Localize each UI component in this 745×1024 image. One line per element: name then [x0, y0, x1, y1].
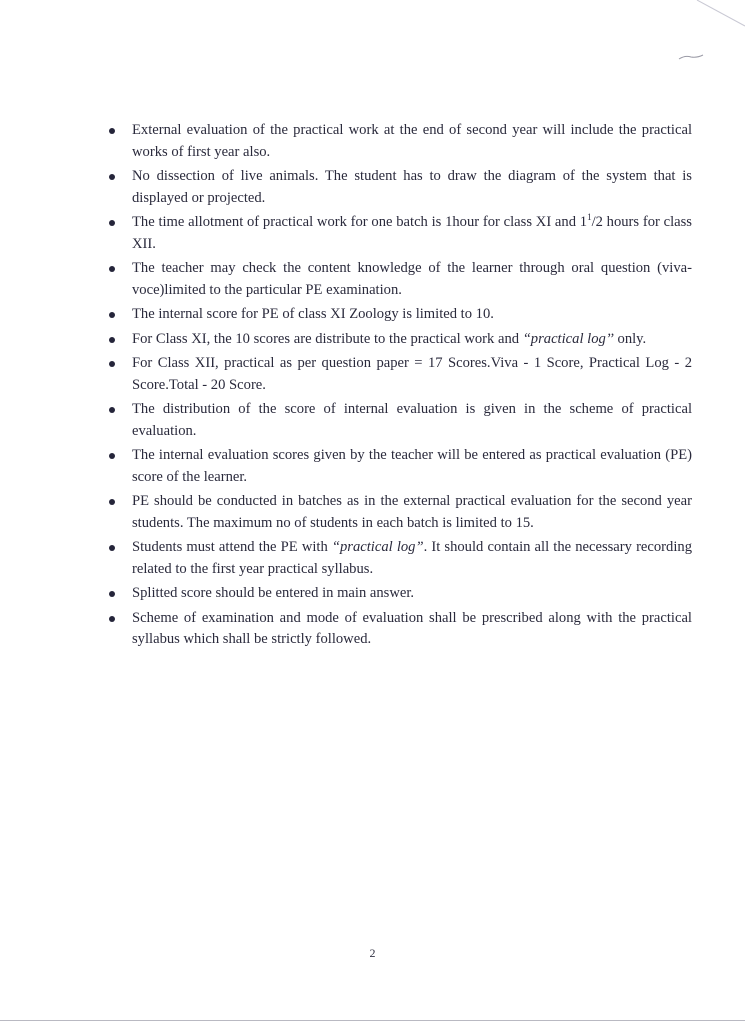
list-item-text: Splitted score should be entered in main answer.: [132, 585, 415, 601]
bullet-icon: [109, 616, 115, 622]
list-item-text: PE should be conducted in batches as in the external practical evaluation for the second year students. The maximum no of students in each batch is limited to 15.: [132, 493, 692, 531]
superscript: 1: [587, 212, 592, 223]
list-item-text: The distribution of the score of internal evaluation is given in the scheme of practical evaluation.: [132, 401, 692, 439]
bullet-icon: [109, 128, 115, 134]
bullet-icon: [109, 591, 115, 597]
list-item-text: Scheme of examination and mode of evaluation shall be prescribed along with the practical syllabus which shall be strictly followed.: [132, 609, 692, 647]
bullet-icon: [109, 407, 115, 413]
list-item-text-before: The time allotment of practical work for one batch is 1hour for class XI and 1: [132, 214, 588, 230]
list-item-text: For Class XII, practical as per question paper = 17 Scores.Viva - 1 Score, Practical Log - 2 Score.Total - 20 Score.: [132, 355, 692, 393]
list-item-text: External evaluation of the practical work at the end of second year will include the practical works of first year also.: [132, 122, 692, 160]
bullet-icon: [109, 266, 115, 272]
list-item: [106, 491, 692, 534]
list-item: [106, 583, 692, 605]
bullet-icon: [109, 337, 115, 343]
list-item: [106, 353, 692, 396]
list-item: [106, 329, 692, 351]
list-item: [106, 537, 692, 580]
bullet-icon: [109, 499, 115, 505]
list-item: [106, 120, 692, 163]
page-number: 2: [369, 946, 376, 960]
list-item-text-before: For Class XI, the 10 scores are distribute to the practical work and: [132, 330, 523, 347]
rules-list: [106, 120, 692, 651]
list-item: [106, 166, 692, 209]
list-item: [106, 304, 692, 326]
list-item: [106, 258, 692, 301]
page-corner-fold: [685, 0, 745, 40]
bullet-icon: [109, 312, 115, 318]
list-item-text-before: Students must attend the PE with: [132, 539, 332, 555]
list-item-text: No dissection of live animals. The student has to draw the diagram of the system that is displayed or projected.: [132, 168, 692, 206]
scan-edge: [0, 1020, 745, 1021]
bullet-icon: [109, 545, 115, 551]
list-item-text: The internal score for PE of class XI Zoology is limited to 10.: [132, 306, 494, 322]
list-item-text: The teacher may check the content knowledge of the learner through oral question (viva-voce)limited to the particular PE examination.: [132, 260, 692, 298]
list-item-text-after: . It should contain all the necessary recording related to the first year practical syllabus.: [132, 539, 692, 577]
italic-term: “practical log’’: [522, 330, 614, 347]
list-item-text-after: only.: [613, 330, 647, 347]
list-item: [106, 608, 692, 651]
bullet-icon: [109, 174, 115, 180]
list-item: [106, 445, 692, 488]
document-body: [106, 120, 692, 654]
bullet-icon: [109, 361, 115, 367]
list-item: [106, 212, 692, 255]
list-item-text: The internal evaluation scores given by the teacher will be entered as practical evaluation (PE) score of the learner.: [132, 447, 692, 485]
italic-term: “practical log”: [331, 539, 424, 555]
list-item-text-after: /2 hours for class XII.: [132, 214, 692, 252]
bullet-icon: [109, 453, 115, 459]
list-item: [106, 399, 692, 442]
pen-mark: [677, 52, 705, 62]
bullet-icon: [109, 220, 115, 226]
